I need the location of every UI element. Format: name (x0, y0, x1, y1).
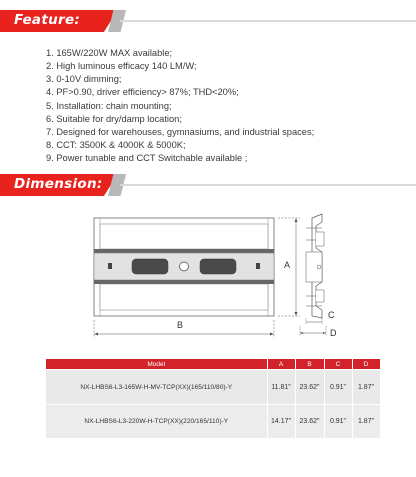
cell-b: 23.62" (295, 370, 324, 405)
cell-c: 0.91" (324, 405, 352, 439)
dimension-b-label: B (177, 320, 184, 330)
feature-item: 8. CCT: 3500K & 4000K & 5000K; (46, 140, 186, 151)
feature-title: Feature: (14, 12, 81, 28)
cell-a: 11.81" (267, 370, 295, 405)
fixture-side-view (306, 214, 324, 318)
dimension-spec-table (46, 359, 381, 438)
cell-b: 23.62" (295, 405, 324, 439)
dimension-b (94, 320, 274, 338)
cell-model: NX-LHBS6-L3-165W-H-MV-TCP(XX)(165/110/80)-Y (46, 370, 267, 405)
feature-item: 7. Designed for warehouses, gymnasiums, and industrial spaces; (46, 126, 315, 137)
header-model: Model (46, 359, 267, 370)
header-d: D (352, 359, 380, 370)
feature-item: 3. 0-10V dimming; (46, 74, 122, 85)
table-row (46, 405, 380, 439)
cell-c: 0.91" (324, 370, 352, 405)
cell-a: 14.17" (267, 405, 295, 439)
table-header-row (46, 359, 380, 370)
feature-item: 2. High luminous efficacy 140 LM/W; (46, 61, 197, 72)
feature-item: 4. PF>0.90, driver efficiency> 87%; THD<20%; (46, 87, 239, 98)
header-a: A (267, 359, 295, 370)
dimension-d-label: D (330, 328, 337, 338)
feature-item: 6. Suitable for dry/damp location; (46, 113, 182, 124)
dimension-c-label: C (328, 310, 335, 320)
cell-d: 1.87" (352, 405, 380, 439)
cell-model: NX-LHBS6-L3-220W-H-TCP(XX)(220/165/110)-Y (46, 405, 267, 439)
dimension-d (300, 326, 326, 336)
dimension-title: Dimension: (14, 176, 103, 192)
dimension-a-label: A (284, 260, 291, 270)
table-row (46, 370, 380, 405)
feature-item: 5. Installation: chain mounting; (46, 100, 172, 111)
header-b: B (295, 359, 324, 370)
cell-d: 1.87" (352, 370, 380, 405)
header-c: C (324, 359, 352, 370)
dimension-c (306, 318, 322, 324)
feature-item: 1. 165W/220W MAX available; (46, 48, 173, 58)
feature-item: 9. Power tunable and CCT Switchable available ; (46, 153, 248, 164)
fixture-front-view (94, 218, 274, 316)
